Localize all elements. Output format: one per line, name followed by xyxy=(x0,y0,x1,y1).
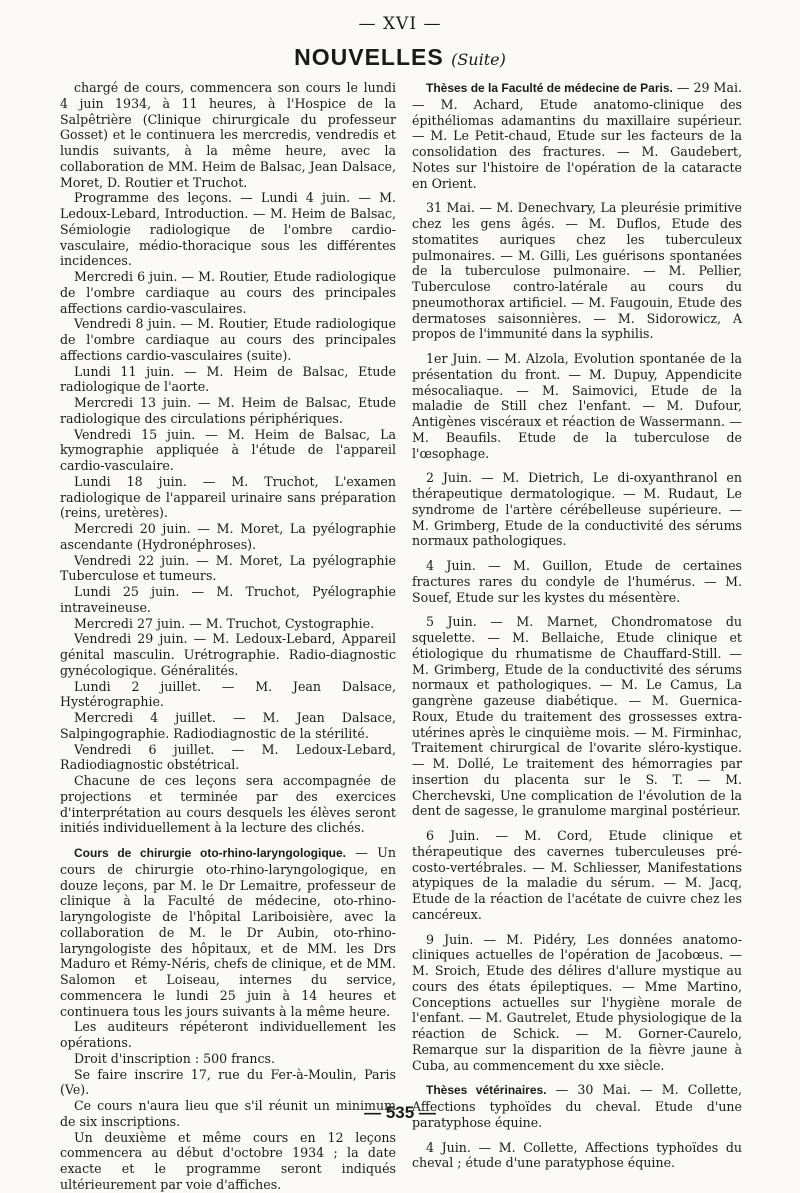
roman-page-number: — XVI — xyxy=(358,14,442,34)
title-suffix: (Suite) xyxy=(451,50,506,69)
paragraph: Se faire inscrire 17, rue du Fer-à-Moulin, Paris (Ve). xyxy=(60,1066,396,1098)
paragraph: Les auditeurs répéteront individuellement les opérations. xyxy=(60,1019,396,1050)
paragraph: Un deuxième et même cours en 12 leçons commencera au début d'octobre 1934 ; la date exacte et le programme seront indiqués ultérieurement par voie d'affiches. xyxy=(60,1129,396,1192)
thesis-entry: 4 Juin. — M. Collette, Affections typhoïdes du cheval ; étude d'une paratyphose équine. xyxy=(412,1139,742,1171)
paragraph: Mercredi 4 juillet. — M. Jean Dalsace, Salpingographie. Radiodiagnostic de la stérilité. xyxy=(60,710,396,741)
thesis-entry: 4 Juin. — M. Guillon, Etude de certaines fractures rares du condyle de l'humérus. — M. Souef, Etude sur les kystes du mésentère. xyxy=(412,558,742,605)
section-heading: Thèses de la Faculté de médecine de Paris. xyxy=(426,81,673,95)
section-text: — 29 Mai. — M. Achard, Etude anatomo-clinique des épithéliomas adamantins du maxillaire supérieur. — M. Le Petit-chaud, Etude sur les facteurs de la consolidation des fractures. — M. Gaudebert, Notes sur l'histoire de l'opération de la cataracte en Orient. xyxy=(412,80,742,191)
thesis-entry: 2 Juin. — M. Dietrich, Le di-oxyanthranol en thérapeutique dermatologique. — M. Rudaut, Le syndrome de l'artère cérébelleuse supérieure. — M. Grimberg, Etude de la conductivité des sérums normaux pathologiques. xyxy=(412,470,742,549)
title-text: NOUVELLES xyxy=(294,44,444,70)
paragraph: chargé de cours, commencera son cours le lundi 4 juin 1934, à 11 heures, à l'Hospice de la Salpêtrière (Clinique chirurgicale du professeur Gosset) et le continuera les mercredis, vendredis et lundis suivants, à la même heure, avec la collaboration de MM. Heim de Balsac, Jean Dalsace, Moret, D. Routier et Truchot. xyxy=(60,80,396,190)
paragraph: Ce cours n'aura lieu que s'il réunit un minimum de six inscriptions. xyxy=(60,1098,396,1129)
section-text: — 30 Mai. — M. Collette, Affections typhoïdes du cheval. Etude d'une paratyphose équine. xyxy=(412,1082,743,1130)
section-text: — Un cours de chirurgie oto-rhino-laryngologique, en douze leçons, par M. le Dr Lemaitre, professeur de clinique à la Faculté de médecine, oto-rhino-laryngologiste de l'hôpital Lariboisière, avec la collaboration de M. le Dr Aubin, oto-rhino-laryngologiste des hôpitaux, et de MM. les Drs Maduro et Rémy-Néris, chefs de clinique, et de MM. Salomon et Loiseau, internes du service, commencera le lundi 25 juin à 14 heures et continuera tous les jours suivants à la même heure. xyxy=(60,845,396,1019)
thesis-entry: 9 Juin. — M. Pidéry, Les données anatomo-cliniques actuelles de l'opération de Jacobœus. — M. Sroich, Etude des délires d'allure mystique au cours des états épileptiques. — Mme Martino, Conceptions actuelles sur l'hygiène morale de l'enfant. — M. Gautrelet, Etude physiologique de la réaction de Schick. — M. Gorner-Caurelo, Remarque sur la disparition de la fièvre jaune à Cuba, au commencement du xxe siècle. xyxy=(412,931,742,1073)
page-title xyxy=(0,44,800,71)
paragraph: Droit d'inscription : 500 francs. xyxy=(74,1050,275,1066)
paragraph: Mercredi 27 juin. — M. Truchot, Cystographie. xyxy=(74,615,375,631)
paragraph: Vendredi 15 juin. — M. Heim de Balsac, La kymographie appliquée à l'étude de l'appareil cardio-vasculaire. xyxy=(60,426,396,473)
thesis-entry: 6 Juin. — M. Cord, Etude clinique et thérapeutique des cavernes tuberculeuses pré-costo-vertébrales. — M. Schliesser, Manifestations atypiques de la maladie du sérum. — M. Jacq, Etude de la réaction de l'acétate de cuivre chez les cancéreux. xyxy=(412,828,742,922)
thesis-entry: 1er Juin. — M. Alzola, Evolution spontanée de la présentation du front. — M. Dupuy, Appendicite mésocaliaque. — M. Saimovici, Etude de la maladie de Still chez l'enfant. — M. Dufour, Antigènes viscéraux et réaction de Wassermann. — M. Beaufils. Etude de la tuberculose de l'œsophage. xyxy=(412,351,742,461)
theses-paris-paragraph xyxy=(412,80,742,191)
orl-course-paragraph xyxy=(60,845,396,1019)
paragraph: Mercredi 13 juin. — M. Heim de Balsac, Etude radiologique des circulations périphériques. xyxy=(60,395,396,426)
paragraph: Vendredi 6 juillet. — M. Ledoux-Lebard, Radiodiagnostic obstétrical. xyxy=(60,741,396,773)
section-heading: Cours de chirurgie oto-rhino-laryngologique. xyxy=(74,846,346,860)
thesis-entry: 31 Mai. — M. Denechvary, La pleurésie primitive chez les gens âgés. — M. Duflos, Etude des stomatites auriques chez les tuberculeux pulmonaires. — M. Gilli, Les guérisons spontanées de la tuberculose pulmonaire. — M. Pellier, Tuberculose contro-latérale au cours du pneumothorax artificiel. — M. Faugouin, Etude des dermatoses saisonnières. — M. Sidorowicz, A propos de l'immunité dans la syphilis. xyxy=(412,200,742,342)
paragraph: Lundi 25 juin. — M. Truchot, Pyélographie intraveineuse. xyxy=(60,584,396,615)
paragraph: Lundi 2 juillet. — M. Jean Dalsace, Hystérographie. xyxy=(60,678,396,710)
paragraph: Mercredi 6 juin. — M. Routier, Etude radiologique de l'ombre cardiaque au cours des principales affections cardio-vasculaires. xyxy=(60,269,396,316)
thesis-entry: 5 Juin. — M. Marnet, Chondromatose du squelette. — M. Bellaiche, Etude clinique et étiologique du rhumatisme de Chauffard-Still. — M. Grimberg, Etude de la conductivité des sérums normaux et pathologiques. — M. Le Camus, La gangrène gazeuse diabétique. — M. Guernica-Roux, Etude du traitement des grossesses extra-utérines après le cinquième mois. — M. Firminhac, Traitement chirurgical de l'ovarite sléro-kystique. — M. Dollé, Le traitement des hémorragies par insertion du placenta sur le S. T. — M. Cherchevski, Une complication de l'évolution de la dent de sagesse, le granulome marginal postérieur. xyxy=(412,614,742,819)
page-number: — 535 — xyxy=(364,1103,436,1122)
paragraph: Vendredi 22 juin. — M. Moret, La pyélographie Tuberculose et tumeurs. xyxy=(60,552,396,584)
right-column xyxy=(412,80,743,1171)
section-heading: Thèses vétérinaires. xyxy=(426,1083,547,1098)
left-column xyxy=(60,80,396,1192)
paragraph: Chacune de ces leçons sera accompagnée de projections et terminée par des exercices d'interprétation au cours desquels les élèves seront initiés individuellement à la lecture des clichés. xyxy=(60,773,396,836)
paragraph: Mercredi 20 juin. — M. Moret, La pyélographie ascendante (Hydronéphroses). xyxy=(60,521,396,552)
paragraph: Lundi 18 juin. — M. Truchot, L'examen radiologique de l'appareil urinaire sans préparation (reins, uretères). xyxy=(60,473,396,521)
paragraph: Vendredi 8 juin. — M. Routier, Etude radiologique de l'ombre cardiaque au cours des principales affections cardio-vasculaires (suite). xyxy=(60,316,396,363)
paragraph: Vendredi 29 juin. — M. Ledoux-Lebard, Appareil génital masculin. Urétrographie. Radio-diagnostic gynécologique. Généralités. xyxy=(60,631,396,678)
paragraph: Lundi 11 juin. — M. Heim de Balsac, Etude radiologique de l'aorte. xyxy=(60,363,396,395)
paragraph: Programme des leçons. — Lundi 4 juin. — M. Ledoux-Lebard, Introduction. — M. Heim de Balsac, Sémiologie radiologique de l'ombre cardio-vasculaire, médio-thoracique sous les différentes incidences. xyxy=(60,190,396,269)
